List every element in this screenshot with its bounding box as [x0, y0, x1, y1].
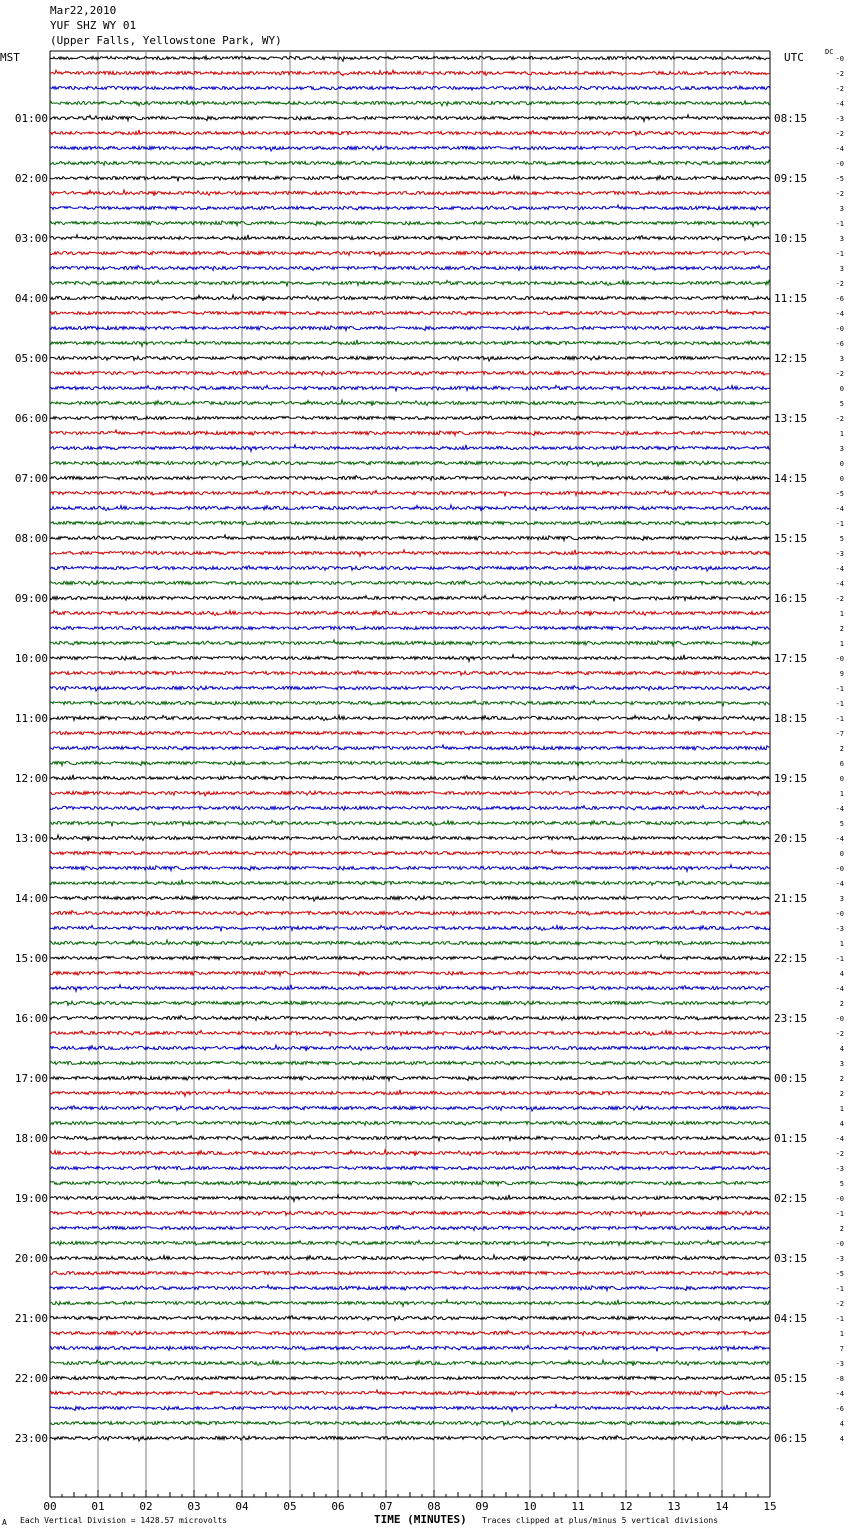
- seismic-trace: [50, 671, 770, 676]
- seismic-trace: [50, 1405, 770, 1412]
- seismic-trace: [50, 1211, 770, 1216]
- dc-offset-label: 5: [839, 400, 844, 408]
- seismic-trace: [50, 476, 770, 481]
- dc-offset-label: -1: [835, 700, 844, 708]
- dc-offset-label: -5: [835, 1270, 844, 1278]
- seismic-trace: [50, 1121, 770, 1126]
- dc-offset-label: 2: [839, 1075, 844, 1083]
- dc-offset-label: -1: [835, 685, 844, 693]
- dc-offset-label: -2: [835, 370, 844, 378]
- seismic-trace: [50, 175, 770, 181]
- dc-offset-label: -0: [835, 1240, 844, 1248]
- seismic-trace: [50, 340, 770, 347]
- dc-offset-label: -4: [835, 1390, 844, 1398]
- x-tick-label: 15: [763, 1500, 777, 1513]
- mst-hour-label: 23:00: [14, 1432, 48, 1445]
- seismic-trace: [50, 1345, 770, 1351]
- dc-offset-label: -1: [835, 955, 844, 963]
- dc-offset-label: -0: [835, 325, 844, 333]
- dc-offset-label: 1: [839, 640, 844, 648]
- dc-offset-label: 3: [839, 1060, 844, 1068]
- utc-hour-label: 14:15: [774, 472, 808, 485]
- dc-offset-label: -4: [835, 580, 844, 588]
- seismic-trace: [50, 640, 770, 646]
- dc-offset-label: 1: [839, 790, 844, 798]
- dc-offset-label: 5: [839, 820, 844, 828]
- dc-offset-label: 9: [839, 670, 844, 678]
- seismic-trace: [50, 1300, 770, 1307]
- dc-offset-label: 4: [839, 970, 844, 978]
- dc-offset-label: -1: [835, 520, 844, 528]
- seismic-trace: [50, 56, 770, 61]
- plot-date: Mar22,2010: [50, 4, 117, 17]
- dc-offset-label: -3: [835, 1360, 844, 1368]
- seismic-trace: [50, 1060, 770, 1065]
- mst-hour-label: 19:00: [14, 1192, 48, 1205]
- utc-hour-label: 15:15: [774, 532, 808, 545]
- dc-offset-label: 1: [839, 430, 844, 438]
- seismic-trace: [50, 850, 770, 855]
- dc-offset-label: -4: [835, 310, 844, 318]
- dc-offset-label: 4: [839, 1120, 844, 1128]
- dc-offset-label: 2: [839, 1000, 844, 1008]
- dc-offset-label: 0: [839, 850, 844, 858]
- seismic-trace: [50, 535, 770, 541]
- dc-offset-label: -0: [835, 160, 844, 168]
- dc-offset-label: -6: [835, 295, 844, 303]
- dc-offset-label: -4: [835, 100, 844, 108]
- dc-offset-label: -7: [835, 730, 844, 738]
- seismic-trace: [50, 86, 770, 90]
- utc-hour-label: 21:15: [774, 892, 808, 905]
- seismic-trace: [50, 1045, 770, 1051]
- mst-hour-label: 01:00: [14, 112, 48, 125]
- seismic-trace: [50, 1135, 770, 1141]
- dc-offset-label: -4: [835, 505, 844, 513]
- dc-offset-label: -0: [835, 910, 844, 918]
- utc-hour-label: 22:15: [774, 952, 808, 965]
- utc-hour-label: 20:15: [774, 832, 808, 845]
- dc-offset-label: -0: [835, 1015, 844, 1023]
- dc-offset-label: -8: [835, 1375, 844, 1383]
- mst-hour-label: 04:00: [14, 292, 48, 305]
- seismic-trace: [50, 400, 770, 406]
- utc-hour-label: 10:15: [774, 232, 808, 245]
- seismic-trace: [50, 1255, 770, 1261]
- x-tick-label: 11: [571, 1500, 585, 1513]
- mst-hour-label: 05:00: [14, 352, 48, 365]
- mst-hour-label: 10:00: [14, 652, 48, 665]
- dc-offset-label: -1: [835, 1285, 844, 1293]
- seismic-trace: [50, 280, 770, 286]
- dc-offset-label: -0: [835, 655, 844, 663]
- dc-offset-label: -0: [835, 865, 844, 873]
- seismic-trace: [50, 1195, 770, 1202]
- left-timezone-label: MST: [0, 51, 20, 64]
- seismic-trace: [50, 550, 770, 557]
- x-axis-title: TIME (MINUTES): [374, 1513, 467, 1526]
- dc-offset-label: -6: [835, 1405, 844, 1413]
- x-tick-label: 06: [331, 1500, 345, 1513]
- dc-offset-label: 3: [839, 265, 844, 273]
- dc-offset-label: 4: [839, 1045, 844, 1053]
- dc-offset-label: -4: [835, 835, 844, 843]
- dc-offset-label: 0: [839, 775, 844, 783]
- dc-offset-label: -4: [835, 145, 844, 153]
- x-tick-label: 10: [523, 1500, 537, 1513]
- seismic-trace: [50, 1271, 770, 1275]
- seismic-trace: [50, 610, 770, 616]
- mst-hour-label: 20:00: [14, 1252, 48, 1265]
- seismic-trace: [50, 310, 770, 315]
- station-location: (Upper Falls, Yellowstone Park, WY): [50, 34, 282, 47]
- seismic-trace: [50, 160, 770, 165]
- seismic-trace: [50, 1436, 770, 1441]
- x-tick-label: 08: [427, 1500, 441, 1513]
- seismic-trace: [50, 686, 770, 691]
- footer-mark: A: [2, 1518, 7, 1527]
- utc-hour-label: 02:15: [774, 1192, 808, 1205]
- utc-hour-label: 01:15: [774, 1132, 808, 1145]
- x-tick-label: 01: [91, 1500, 105, 1513]
- mst-hour-label: 15:00: [14, 952, 48, 965]
- seismic-trace: [50, 1030, 770, 1036]
- seismic-trace: [50, 461, 770, 466]
- mst-hour-label: 22:00: [14, 1372, 48, 1385]
- scale-note: Each Vertical Division = 1428.57 microvolts: [20, 1516, 228, 1525]
- mst-hour-label: 17:00: [14, 1072, 48, 1085]
- dc-offset-label: 2: [839, 1225, 844, 1233]
- seismic-trace: [50, 235, 770, 241]
- seismic-trace: [50, 1360, 770, 1366]
- utc-hour-label: 04:15: [774, 1312, 808, 1325]
- mst-hour-label: 09:00: [14, 592, 48, 605]
- utc-hour-label: 05:15: [774, 1372, 808, 1385]
- mst-hour-label: 02:00: [14, 172, 48, 185]
- seismic-trace: [50, 221, 770, 227]
- dc-offset-label: 6: [839, 760, 844, 768]
- seismic-trace: [50, 731, 770, 735]
- seismic-trace: [50, 925, 770, 931]
- dc-offset-label: -5: [835, 490, 844, 498]
- dc-offset-label: -4: [835, 805, 844, 813]
- seismic-trace: [50, 566, 770, 571]
- seismic-trace: [50, 955, 770, 960]
- dc-offset-label: 1: [839, 610, 844, 618]
- dc-offset-label: -2: [835, 280, 844, 288]
- seismic-trace: [50, 445, 770, 452]
- dc-offset-label: 2: [839, 1090, 844, 1098]
- utc-hour-label: 23:15: [774, 1012, 808, 1025]
- dc-offset-label: -2: [835, 130, 844, 138]
- dc-offset-label: -2: [835, 1300, 844, 1308]
- seismic-trace: [50, 266, 770, 271]
- seismic-trace: [50, 985, 770, 992]
- seismic-trace: [50, 626, 770, 630]
- seismic-trace: [50, 505, 770, 511]
- mst-hour-label: 18:00: [14, 1132, 48, 1145]
- utc-hour-label: 13:15: [774, 412, 808, 425]
- dc-offset-label: 4: [839, 1420, 844, 1428]
- seismic-trace: [50, 1090, 770, 1097]
- utc-hour-label: 09:15: [774, 172, 808, 185]
- dc-offset-label: 0: [839, 385, 844, 393]
- seismic-trace: [50, 896, 770, 901]
- dc-offset-label: -6: [835, 340, 844, 348]
- seismic-trace: [50, 940, 770, 946]
- dc-offset-label: -4: [835, 1135, 844, 1143]
- dc-offset-label: 3: [839, 205, 844, 213]
- seismic-trace: [50, 115, 770, 122]
- seismic-trace: [50, 430, 770, 436]
- dc-offset-label: 5: [839, 535, 844, 543]
- dc-offset-label: 3: [839, 445, 844, 453]
- dc-offset-label: 0: [839, 475, 844, 483]
- seismic-trace: [50, 745, 770, 750]
- mst-hour-label: 07:00: [14, 472, 48, 485]
- utc-hour-label: 12:15: [774, 352, 808, 365]
- seismic-trace: [50, 1421, 770, 1426]
- dc-offset-label: 2: [839, 745, 844, 753]
- utc-hour-label: 11:15: [774, 292, 808, 305]
- seismic-trace: [50, 1226, 770, 1231]
- dc-offset-label: 5: [839, 1180, 844, 1188]
- x-tick-label: 02: [139, 1500, 153, 1513]
- seismic-trace: [50, 1240, 770, 1246]
- dc-offset-label: 0: [839, 460, 844, 468]
- dc-offset-label: -2: [835, 1150, 844, 1158]
- mst-hour-label: 14:00: [14, 892, 48, 905]
- seismic-trace: [50, 1076, 770, 1081]
- dc-offset-header: DC: [825, 48, 834, 56]
- seismic-trace: [50, 146, 770, 151]
- dc-offset-label: -4: [835, 985, 844, 993]
- dc-offset-label: -1: [835, 250, 844, 258]
- x-tick-label: 09: [475, 1500, 489, 1513]
- seismic-trace: [50, 356, 770, 361]
- seismic-trace: [50, 1180, 770, 1186]
- seismic-trace: [50, 1150, 770, 1156]
- seismic-trace: [50, 326, 770, 331]
- seismic-trace: [50, 70, 770, 76]
- x-tick-label: 12: [619, 1500, 633, 1513]
- mst-hour-label: 21:00: [14, 1312, 48, 1325]
- dc-offset-label: -1: [835, 1210, 844, 1218]
- seismic-trace: [50, 130, 770, 136]
- mst-hour-label: 03:00: [14, 232, 48, 245]
- seismic-trace: [50, 715, 770, 721]
- dc-offset-label: -1: [835, 220, 844, 228]
- seismic-trace: [50, 490, 770, 496]
- x-tick-label: 05: [283, 1500, 297, 1513]
- x-tick-label: 03: [187, 1500, 201, 1513]
- seismic-trace: [50, 1001, 770, 1006]
- x-tick-label: 13: [667, 1500, 681, 1513]
- dc-offset-label: 3: [839, 355, 844, 363]
- dc-offset-label: -3: [835, 550, 844, 558]
- seismic-trace: [50, 791, 770, 796]
- seismic-trace: [50, 385, 770, 391]
- right-timezone-label: UTC: [784, 51, 804, 64]
- seismic-trace: [50, 521, 770, 525]
- dc-offset-label: -2: [835, 1030, 844, 1038]
- mst-hour-label: 16:00: [14, 1012, 48, 1025]
- seismic-trace: [50, 1316, 770, 1321]
- dc-offset-label: 3: [839, 895, 844, 903]
- dc-offset-label: -0: [835, 1195, 844, 1203]
- dc-offset-label: -4: [835, 880, 844, 888]
- dc-offset-label: 7: [839, 1345, 844, 1353]
- seismic-trace: [50, 190, 770, 196]
- utc-hour-label: 17:15: [774, 652, 808, 665]
- seismic-trace: [50, 205, 770, 210]
- dc-offset-label: -3: [835, 1255, 844, 1263]
- dc-offset-label: -5: [835, 175, 844, 183]
- dc-offset-label: -3: [835, 115, 844, 123]
- seismic-trace: [50, 835, 770, 841]
- seismic-trace: [50, 911, 770, 916]
- seismic-trace: [50, 295, 770, 301]
- seismic-trace: [50, 371, 770, 376]
- seismic-trace: [50, 820, 770, 826]
- dc-offset-label: -2: [835, 415, 844, 423]
- dc-offset-label: -1: [835, 1315, 844, 1323]
- seismic-trace: [50, 595, 770, 601]
- x-tick-label: 00: [43, 1500, 57, 1513]
- utc-hour-label: 08:15: [774, 112, 808, 125]
- dc-offset-label: -0: [835, 55, 844, 63]
- mst-hour-label: 11:00: [14, 712, 48, 725]
- dc-offset-label: 1: [839, 1330, 844, 1338]
- x-tick-label: 14: [715, 1500, 729, 1513]
- seismic-trace: [50, 1285, 770, 1291]
- seismic-trace: [50, 760, 770, 767]
- seismic-trace: [50, 805, 770, 810]
- mst-hour-label: 06:00: [14, 412, 48, 425]
- utc-hour-label: 19:15: [774, 772, 808, 785]
- utc-hour-label: 18:15: [774, 712, 808, 725]
- mst-hour-label: 13:00: [14, 832, 48, 845]
- seismic-trace: [50, 581, 770, 586]
- mst-hour-label: 12:00: [14, 772, 48, 785]
- dc-offset-label: -1: [835, 715, 844, 723]
- seismic-trace: [50, 251, 770, 256]
- seismic-trace: [50, 101, 770, 106]
- seismic-trace: [50, 1376, 770, 1380]
- seismic-trace: [50, 1016, 770, 1021]
- seismic-trace: [50, 416, 770, 420]
- dc-offset-label: 1: [839, 1105, 844, 1113]
- dc-offset-label: -4: [835, 565, 844, 573]
- dc-offset-label: 4: [839, 1435, 844, 1443]
- utc-hour-label: 06:15: [774, 1432, 808, 1445]
- dc-offset-label: -2: [835, 595, 844, 603]
- dc-offset-label: -2: [835, 70, 844, 78]
- dc-offset-label: -3: [835, 925, 844, 933]
- seismic-trace: [50, 971, 770, 976]
- seismic-trace: [50, 1331, 770, 1336]
- dc-offset-label: -2: [835, 190, 844, 198]
- station-id: YUF SHZ WY 01: [50, 19, 137, 32]
- dc-offset-label: -3: [835, 1165, 844, 1173]
- dc-offset-label: -2: [835, 85, 844, 93]
- seismic-trace: [50, 1166, 770, 1170]
- utc-hour-label: 16:15: [774, 592, 808, 605]
- utc-hour-label: 00:15: [774, 1072, 808, 1085]
- dc-offset-label: 3: [839, 235, 844, 243]
- seismic-trace: [50, 880, 770, 886]
- seismic-trace: [50, 655, 770, 662]
- x-tick-label: 07: [379, 1500, 393, 1513]
- dc-offset-label: 1: [839, 940, 844, 948]
- dc-offset-label: 2: [839, 625, 844, 633]
- seismic-trace: [50, 1390, 770, 1396]
- seismic-trace: [50, 865, 770, 872]
- x-tick-label: 04: [235, 1500, 249, 1513]
- utc-hour-label: 03:15: [774, 1252, 808, 1265]
- seismic-trace: [50, 775, 770, 781]
- seismic-trace: [50, 700, 770, 706]
- mst-hour-label: 08:00: [14, 532, 48, 545]
- seismic-trace: [50, 1106, 770, 1111]
- clip-note: Traces clipped at plus/minus 5 vertical divisions: [482, 1516, 719, 1525]
